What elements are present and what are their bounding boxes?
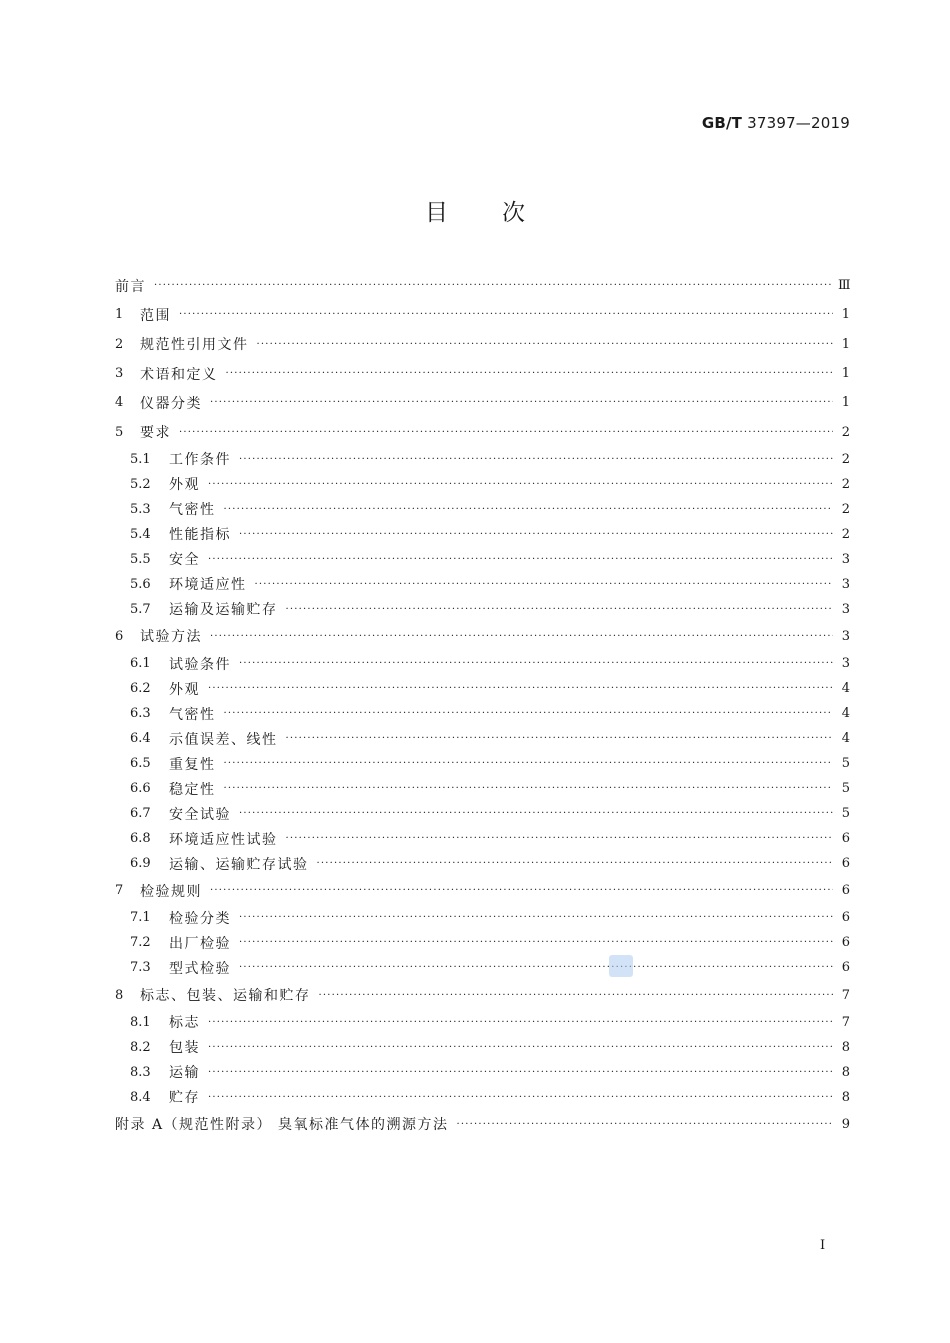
standard-number: 37397—2019 [747, 114, 850, 132]
toc-entry-page: 3 [841, 551, 850, 567]
toc-entry-page: 5 [841, 756, 850, 772]
toc-entry-page: 1 [841, 307, 850, 323]
toc-entry[interactable] [115, 572, 850, 597]
toc-entry-number: 7.3 [130, 960, 151, 976]
table-of-contents [115, 271, 850, 1139]
toc-leader-dots [226, 368, 834, 379]
toc-entry-label: 型式检验 [169, 960, 231, 977]
toc-entry-label: 外观 [169, 681, 200, 698]
toc-entry-number: 6.9 [130, 856, 151, 872]
toc-entry[interactable] [115, 447, 850, 472]
toc-leader-dots [317, 858, 834, 869]
toc-entry[interactable] [115, 930, 850, 955]
toc-entry-page: 6 [841, 960, 850, 976]
toc-entry-page: 3 [841, 576, 850, 592]
toc-entry-label: 气密性 [169, 706, 216, 723]
page-title [0, 194, 950, 227]
toc-entry[interactable] [115, 497, 850, 522]
toc-entry[interactable] [115, 980, 850, 1009]
toc-leader-dots [239, 808, 833, 819]
toc-leader-dots [208, 1017, 833, 1028]
toc-entry-page: 8 [841, 1039, 850, 1055]
toc-entry-label: 出厂检验 [169, 935, 231, 952]
toc-entry-page: 6 [841, 910, 850, 926]
toc-entry-page: 7 [841, 987, 850, 1003]
toc-entry[interactable] [115, 776, 850, 801]
toc-entry-label: 工作条件 [169, 452, 231, 469]
toc-leader-dots [224, 504, 834, 515]
toc-entry-label: 安全试验 [169, 806, 231, 823]
toc-entry-label: 仪器分类 [140, 395, 202, 412]
toc-entry[interactable] [115, 751, 850, 776]
toc-entry-page: 6 [841, 935, 850, 951]
toc-entry-number: 3 [115, 366, 124, 382]
toc-entry[interactable] [115, 359, 850, 388]
toc-entry-label: 检验规则 [140, 883, 202, 900]
toc-entry-number: 4 [115, 395, 124, 411]
toc-leader-dots [239, 912, 833, 923]
toc-entry-number: 5.6 [130, 576, 151, 592]
toc-entry[interactable] [115, 388, 850, 417]
toc-leader-dots [154, 280, 833, 291]
toc-entry-label: 外观 [169, 477, 200, 494]
toc-entry[interactable] [115, 1035, 850, 1060]
toc-entry-page: 3 [841, 656, 850, 672]
toc-entry-label: 术语和定义 [140, 366, 218, 383]
toc-entry-number: 7 [115, 883, 124, 899]
toc-entry-number: 6.7 [130, 806, 151, 822]
toc-entry-label: 试验条件 [169, 656, 231, 673]
toc-entry-number: 6.1 [130, 656, 151, 672]
toc-entry[interactable] [115, 1060, 850, 1085]
toc-entry-label: 附录 A（规范性附录） 臭氧标准气体的溯源方法 [115, 1117, 449, 1134]
toc-entry-number: 7.1 [130, 910, 151, 926]
toc-entry-number: 5.3 [130, 501, 151, 517]
toc-entry-label: 范围 [140, 307, 171, 324]
toc-entry-number: 7.2 [130, 935, 151, 951]
toc-entry[interactable] [115, 271, 850, 300]
footer-page-number: I [820, 1238, 826, 1253]
toc-entry[interactable] [115, 651, 850, 676]
selection-highlight [609, 955, 633, 977]
toc-entry-number: 5.2 [130, 476, 151, 492]
toc-leader-dots [286, 833, 834, 844]
toc-leader-dots [208, 554, 833, 565]
toc-leader-dots [224, 708, 834, 719]
toc-entry-label: 性能指标 [169, 527, 231, 544]
toc-leader-dots [179, 309, 833, 320]
toc-entry-label: 贮存 [169, 1090, 200, 1107]
toc-entry-page: 4 [841, 731, 850, 747]
toc-entry-page: 1 [841, 336, 850, 352]
toc-entry-label: 运输及运输贮存 [169, 602, 278, 619]
toc-entry-number: 6.3 [130, 706, 151, 722]
toc-entry[interactable] [115, 417, 850, 446]
toc-leader-dots [239, 454, 833, 465]
standard-code [702, 114, 850, 132]
toc-entry-page: 2 [841, 476, 850, 492]
toc-leader-dots [457, 1119, 833, 1130]
toc-entry-number: 5.7 [130, 601, 151, 617]
toc-entry-page: 2 [841, 451, 850, 467]
toc-leader-dots [179, 427, 833, 438]
toc-entry[interactable] [115, 522, 850, 547]
toc-entry[interactable] [115, 701, 850, 726]
toc-leader-dots [208, 479, 833, 490]
toc-entry[interactable] [115, 622, 850, 651]
toc-leader-dots [208, 683, 833, 694]
toc-entry[interactable] [115, 905, 850, 930]
toc-leader-dots [208, 1092, 833, 1103]
toc-leader-dots [239, 937, 833, 948]
toc-entry[interactable] [115, 330, 850, 359]
toc-entry-number: 6.4 [130, 731, 151, 747]
toc-entry-page: Ⅲ [838, 278, 851, 294]
toc-entry-page: 7 [841, 1014, 850, 1030]
toc-entry-number: 8.2 [130, 1039, 151, 1055]
toc-entry-number: 6 [115, 628, 124, 644]
toc-entry-number: 8 [115, 987, 124, 1003]
toc-entry-label: 包装 [169, 1040, 200, 1057]
title-char-2: 次 [502, 200, 525, 226]
toc-entry-number: 6.5 [130, 756, 151, 772]
toc-entry-number: 5.4 [130, 526, 151, 542]
toc-entry-label: 重复性 [169, 756, 216, 773]
toc-entry-label: 试验方法 [140, 629, 202, 646]
toc-entry[interactable] [115, 472, 850, 497]
toc-entry-label: 规范性引用文件 [140, 337, 249, 354]
toc-entry-page: 2 [841, 526, 850, 542]
toc-entry-page: 1 [841, 366, 850, 382]
toc-leader-dots [255, 579, 834, 590]
toc-entry-number: 8.4 [130, 1089, 151, 1105]
toc-entry-number: 6.6 [130, 781, 151, 797]
toc-leader-dots [210, 631, 833, 642]
toc-entry-label: 标志、包装、运输和贮存 [140, 988, 311, 1005]
toc-entry[interactable] [115, 826, 850, 851]
toc-leader-dots [319, 990, 834, 1001]
toc-entry-page: 2 [841, 424, 850, 440]
toc-entry-label: 安全 [169, 552, 200, 569]
toc-entry-label: 环境适应性 [169, 577, 247, 594]
toc-entry-page: 3 [841, 628, 850, 644]
toc-entry[interactable] [115, 876, 850, 905]
toc-entry-label: 气密性 [169, 502, 216, 519]
toc-entry-label: 环境适应性试验 [169, 831, 278, 848]
toc-entry-page: 6 [841, 831, 850, 847]
toc-leader-dots [239, 962, 833, 973]
toc-entry-number: 1 [115, 307, 124, 323]
toc-entry-label: 检验分类 [169, 910, 231, 927]
toc-entry[interactable] [115, 1110, 850, 1139]
toc-entry-number: 5.5 [130, 551, 151, 567]
toc-entry-page: 6 [841, 856, 850, 872]
toc-entry-page: 8 [841, 1064, 850, 1080]
toc-entry-label: 前言 [115, 278, 146, 295]
toc-entry-number: 8.1 [130, 1014, 151, 1030]
toc-leader-dots [257, 339, 834, 350]
toc-entry[interactable] [115, 726, 850, 751]
toc-leader-dots [208, 1067, 833, 1078]
toc-entry[interactable] [115, 676, 850, 701]
toc-leader-dots [210, 885, 833, 896]
toc-entry-label: 示值误差、线性 [169, 731, 278, 748]
toc-leader-dots [208, 1042, 833, 1053]
toc-entry[interactable] [115, 1085, 850, 1110]
toc-entry-page: 5 [841, 781, 850, 797]
toc-entry[interactable] [115, 801, 850, 826]
toc-leader-dots [286, 733, 834, 744]
toc-entry-number: 5.1 [130, 451, 151, 467]
toc-leader-dots [224, 783, 834, 794]
toc-leader-dots [210, 397, 833, 408]
toc-entry[interactable] [115, 1010, 850, 1035]
toc-entry[interactable] [115, 851, 850, 876]
standard-prefix: GB/T [701, 114, 743, 132]
toc-entry-label: 标志 [169, 1015, 200, 1032]
title-char-1: 目 [425, 200, 448, 226]
toc-entry-label: 要求 [140, 425, 171, 442]
toc-entry[interactable] [115, 300, 850, 329]
toc-entry-page: 5 [841, 806, 850, 822]
toc-entry-page: 2 [841, 501, 850, 517]
toc-entry-number: 6.2 [130, 681, 151, 697]
toc-leader-dots [239, 658, 833, 669]
toc-entry-number: 2 [115, 336, 124, 352]
toc-entry-page: 9 [841, 1116, 850, 1132]
toc-entry-number: 6.8 [130, 831, 151, 847]
toc-entry-page: 4 [841, 681, 850, 697]
toc-leader-dots [286, 604, 834, 615]
toc-entry-page: 3 [841, 601, 850, 617]
toc-entry-label: 运输 [169, 1065, 200, 1082]
toc-entry[interactable] [115, 597, 850, 622]
toc-entry-page: 1 [841, 395, 850, 411]
toc-leader-dots [239, 529, 833, 540]
toc-entry-page: 8 [841, 1089, 850, 1105]
toc-leader-dots [224, 758, 834, 769]
toc-entry-number: 8.3 [130, 1064, 151, 1080]
toc-entry[interactable] [115, 955, 850, 980]
toc-entry-page: 4 [841, 706, 850, 722]
toc-entry-label: 运输、运输贮存试验 [169, 856, 309, 873]
toc-entry-page: 6 [841, 883, 850, 899]
toc-entry-number: 5 [115, 424, 124, 440]
toc-entry-label: 稳定性 [169, 781, 216, 798]
toc-entry[interactable] [115, 547, 850, 572]
